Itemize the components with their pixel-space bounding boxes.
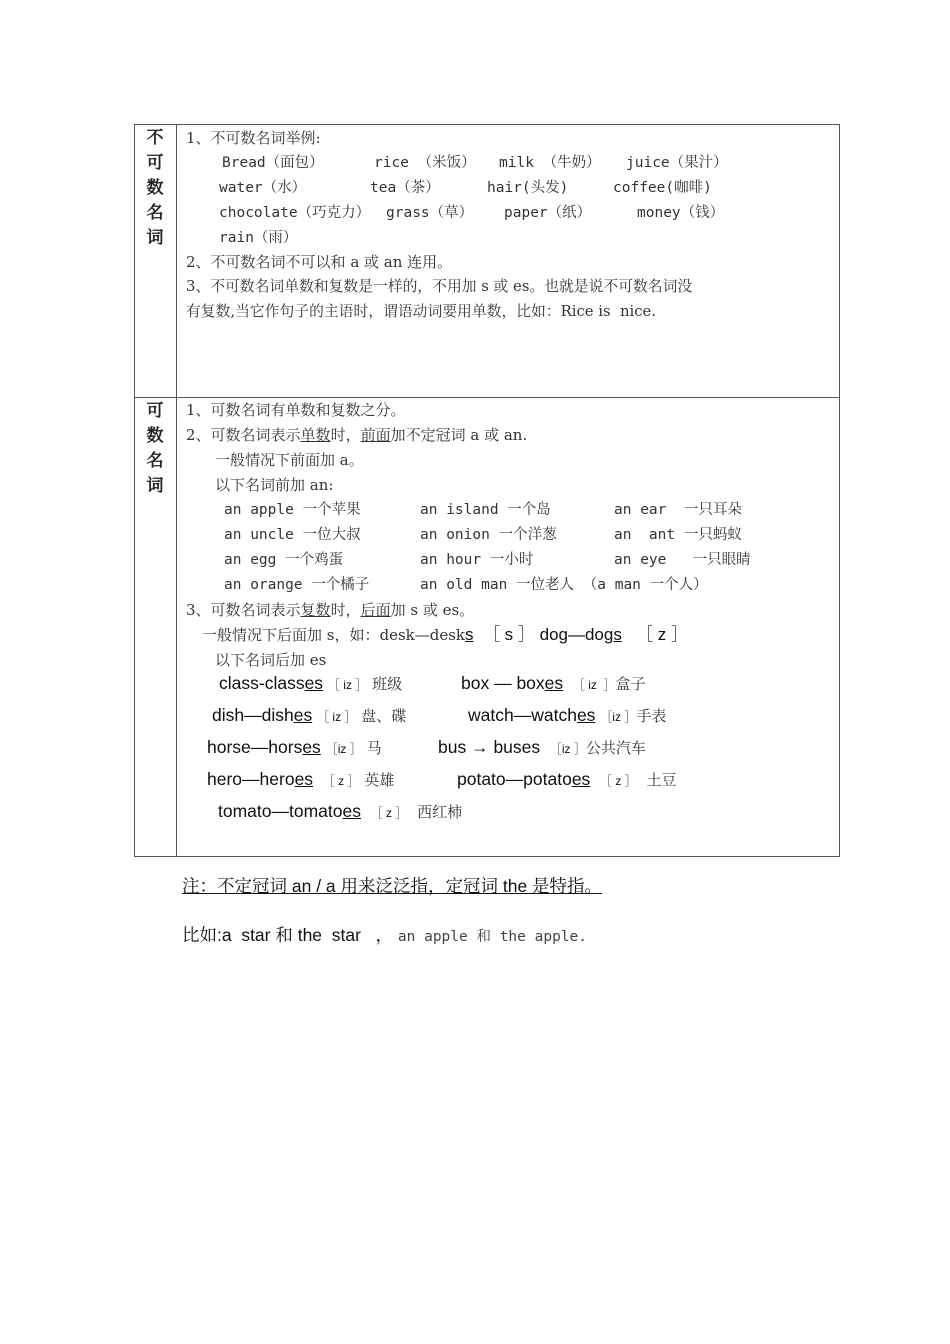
underlined-suffix: es <box>576 705 596 725</box>
text-run: ［ s ］ dog—dog <box>473 625 614 644</box>
text-run: watch—watch <box>468 705 577 725</box>
text-run: 2、可数名词表示 <box>186 426 301 444</box>
an-example: an island 一个岛 <box>420 502 551 518</box>
general-s-rule <box>202 624 688 646</box>
example-item: money（钱） <box>637 205 725 221</box>
es-example <box>207 736 382 760</box>
side-char: 数 <box>146 426 164 446</box>
es-example <box>207 768 394 792</box>
an-example: an old man 一位老人 （a man 一个人） <box>420 577 708 593</box>
text-run: 3、可数名词表示 <box>186 601 301 619</box>
es-example <box>219 672 402 696</box>
uncountable-item3-line1: 3、不可数名词单数和复数是一样的，不用加 s 或 es。也就是说不可数名词没 <box>186 278 693 295</box>
example-item: coffee(咖啡) <box>613 180 712 196</box>
an-intro: 以下名词前加 an: <box>215 476 334 494</box>
example-item: rice （米饭） <box>374 155 476 171</box>
general-a-rule: 一般情况下前面加 a。 <box>215 451 364 469</box>
underlined-suffix: es <box>304 673 324 693</box>
chinese-meaning: 英雄 <box>364 771 395 789</box>
underlined-term: 单数 <box>300 426 331 444</box>
text-run: horse—hors <box>207 737 303 757</box>
an-example: an uncle 一位大叔 <box>224 527 361 543</box>
side-char: 名 <box>146 203 164 223</box>
phonetic: ［ iz ］ <box>327 678 368 692</box>
chinese-meaning: 土豆 <box>646 771 677 789</box>
text-run: potato—potato <box>457 769 572 789</box>
example-item: juice（果汁） <box>626 155 728 171</box>
text-run: dish—dish <box>212 705 294 725</box>
es-example <box>461 672 646 696</box>
underlined-suffix: es <box>571 769 591 789</box>
an-example: an orange 一个橘子 <box>224 577 370 593</box>
chinese-meaning: 盒子 <box>615 675 646 693</box>
example-item: tea（茶） <box>370 180 440 196</box>
countable-item2 <box>186 425 527 445</box>
side-char: 可 <box>146 401 164 421</box>
es-example <box>438 736 646 760</box>
an-example: an ant 一只蚂蚁 <box>614 527 742 543</box>
text-run: hero—hero <box>207 769 295 789</box>
es-example <box>457 768 676 792</box>
countable-item1: 1、可数名词有单数和复数之分。 <box>186 401 406 419</box>
text-run: 加不定冠词 a 或 an. <box>390 426 528 444</box>
uncountable-item3-line2: 有复数,当它作句子的主语时，谓语动词要用单数，比如：Rice is nice. <box>186 303 656 320</box>
underlined-suffix: s <box>465 625 474 644</box>
chinese-meaning: 马 <box>366 739 382 757</box>
side-char: 词 <box>146 476 164 496</box>
underlined-suffix: es <box>544 673 564 693</box>
es-intro: 以下名词后加 es <box>215 651 327 669</box>
text-run: 时， <box>330 426 361 444</box>
countable-item3 <box>186 600 474 620</box>
underlined-suffix: s <box>613 625 622 644</box>
table-row-divider <box>134 397 840 398</box>
example-item: water（水） <box>219 180 307 196</box>
phonetic: ［ iz ］ <box>317 710 357 724</box>
chinese-meaning: 班级 <box>372 675 403 693</box>
text-run: box — box <box>461 673 545 693</box>
text-run: 加 s 或 es。 <box>390 601 475 619</box>
es-example <box>218 800 462 824</box>
chinese-meaning: 手表 <box>636 707 667 725</box>
side-char: 不 <box>146 128 164 148</box>
example-item: paper（纸） <box>504 205 592 221</box>
underlined-suffix: es <box>293 705 313 725</box>
an-example: an apple 一个苹果 <box>224 502 361 518</box>
underlined-suffix: es <box>294 769 314 789</box>
uncountable-side-label <box>134 126 176 251</box>
chinese-meaning: 盘、碟 <box>361 707 407 725</box>
underlined-suffix: es <box>342 801 361 821</box>
an-example: an egg 一个鸡蛋 <box>224 552 344 568</box>
es-example <box>468 704 666 728</box>
side-char: 可 <box>146 153 164 173</box>
text-run: tomato—tomato <box>218 801 343 821</box>
example-item: chocolate（巧克力） <box>219 205 371 221</box>
phonetic: ［ z ］ <box>370 806 408 820</box>
text-run: class-class <box>219 673 305 693</box>
table-column-divider <box>176 124 177 857</box>
phonetic: ［ z ］ <box>322 774 360 788</box>
example-item: grass（草） <box>386 205 474 221</box>
uncountable-item2: 2、不可数名词不可以和 a 或 an 连用。 <box>186 253 453 271</box>
es-example <box>212 704 406 728</box>
an-example: an eye 一只眼睛 <box>614 552 751 568</box>
text-run: 比如:a star 和 the star ， <box>182 925 394 945</box>
side-char: 词 <box>146 228 164 248</box>
chinese-meaning: 西红柿 <box>417 803 463 821</box>
phonetic: ［iz ］ <box>325 742 362 756</box>
article-note: 注：不定冠词 an / a 用来泛泛指，定冠词 the 是特指。 <box>182 876 603 896</box>
side-char: 名 <box>146 451 164 471</box>
phonetic: ［iz ］ <box>600 710 637 724</box>
underlined-term: 前面 <box>360 426 391 444</box>
phonetic: ［ z ］ <box>600 774 637 788</box>
an-example: an onion 一个洋葱 <box>420 527 557 543</box>
article-example <box>182 922 587 947</box>
text-run: an apple 和 the apple. <box>397 929 588 945</box>
an-example: an hour 一小时 <box>420 552 534 568</box>
text-run: bus → buses <box>438 737 541 757</box>
example-item: rain（雨） <box>219 230 298 246</box>
underlined-term: 后面 <box>360 601 391 619</box>
text-run: ［ z ］ <box>621 625 688 644</box>
example-item: hair(头发) <box>487 180 569 196</box>
underlined-suffix: es <box>302 737 321 757</box>
underlined-term: 复数 <box>300 601 331 619</box>
uncountable-item1-title: 1、不可数名词举例: <box>186 129 321 147</box>
chinese-meaning: 公共汽车 <box>585 739 646 757</box>
an-example: an ear 一只耳朵 <box>614 502 742 518</box>
text-run: 一般情况下后面加 s，如：desk—desk <box>202 626 465 644</box>
phonetic: ［ iz ］ <box>572 678 616 692</box>
countable-side-label <box>134 399 176 499</box>
example-item: Bread（面包） <box>222 155 324 171</box>
text-run: 时， <box>330 601 361 619</box>
example-item: milk （牛奶） <box>499 155 601 171</box>
side-char: 数 <box>146 178 164 198</box>
phonetic: ［iz ］ <box>549 742 586 756</box>
